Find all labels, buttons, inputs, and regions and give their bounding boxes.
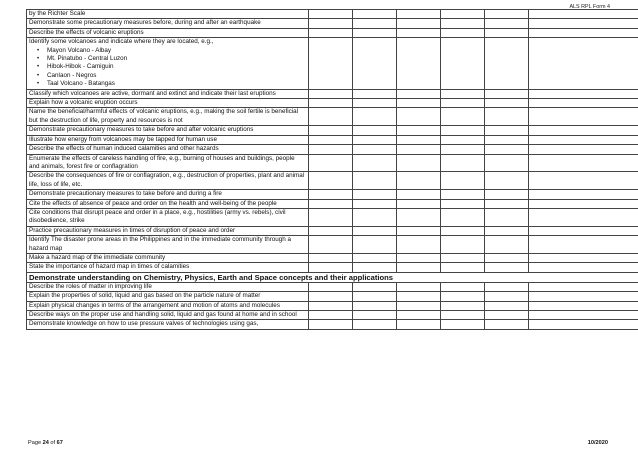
rating-cell-1 bbox=[309, 28, 353, 37]
rating-cell-5 bbox=[485, 236, 529, 254]
rating-cell-1 bbox=[309, 190, 353, 199]
volcano-list-item: • Mayon Volcano - Albay bbox=[47, 47, 306, 55]
rating-cell-5 bbox=[485, 135, 529, 144]
competency-text: Make a hazard map of the immediate community bbox=[29, 253, 166, 261]
rating-cell-6 bbox=[529, 311, 638, 320]
rating-cell-5 bbox=[485, 292, 529, 301]
competency-cell bbox=[27, 199, 309, 208]
table-row bbox=[27, 10, 638, 19]
rating-cell-4 bbox=[441, 145, 485, 154]
rating-cell-1 bbox=[309, 10, 353, 19]
rating-cell-2 bbox=[353, 19, 397, 28]
rating-cell-5 bbox=[485, 154, 529, 172]
rating-cell-3 bbox=[397, 38, 441, 89]
rating-cell-2 bbox=[353, 292, 397, 301]
rating-cell-2 bbox=[353, 226, 397, 235]
rating-cell-6 bbox=[529, 172, 638, 190]
rating-cell-4 bbox=[441, 292, 485, 301]
rating-cell-5 bbox=[485, 263, 529, 272]
table-row bbox=[27, 135, 638, 144]
competency-text: Cite the effects of absence of peace and order on the health and well-being of the people bbox=[29, 199, 277, 207]
rating-cell-1 bbox=[309, 172, 353, 190]
rating-cell-6 bbox=[529, 99, 638, 108]
rating-cell-3 bbox=[397, 145, 441, 154]
rating-cell-6 bbox=[529, 301, 638, 310]
competency-text: Describe the effects of volcanic eruptions bbox=[29, 28, 144, 36]
rating-cell-2 bbox=[353, 99, 397, 108]
page-current: 24 bbox=[42, 440, 49, 446]
rating-cell-5 bbox=[485, 28, 529, 37]
table-body-after bbox=[27, 282, 638, 329]
competency-text: Practice precautionary measures in times of disruption of peace and order bbox=[29, 226, 236, 234]
rating-cell-1 bbox=[309, 226, 353, 235]
rating-cell-5 bbox=[485, 311, 529, 320]
rating-cell-2 bbox=[353, 154, 397, 172]
rating-cell-4 bbox=[441, 263, 485, 272]
volcano-list-item: • Canlaon - Negros bbox=[47, 72, 306, 80]
rating-cell-5 bbox=[485, 19, 529, 28]
rating-cell-6 bbox=[529, 236, 638, 254]
competency-cell bbox=[27, 320, 309, 329]
competency-cell bbox=[27, 236, 309, 254]
rating-cell-4 bbox=[441, 226, 485, 235]
rating-cell-2 bbox=[353, 208, 397, 226]
rating-cell-1 bbox=[309, 145, 353, 154]
competency-text: Enumerate the effects of careless handling of fire, e.g., burning of houses and buildings, people and animals, forest fire or conflagration bbox=[29, 154, 295, 170]
rating-cell-4 bbox=[441, 135, 485, 144]
table-row bbox=[27, 208, 638, 226]
section-heading-body bbox=[27, 272, 638, 282]
competency-cell bbox=[27, 301, 309, 310]
competency-cell bbox=[27, 38, 309, 89]
section-heading-row bbox=[27, 272, 638, 282]
rating-cell-4 bbox=[441, 99, 485, 108]
competency-cell bbox=[27, 253, 309, 262]
volcano-list-item: • Hibok-Hibok - Camiguin bbox=[47, 63, 306, 71]
rating-cell-4 bbox=[441, 108, 485, 126]
rating-cell-5 bbox=[485, 301, 529, 310]
competency-text: Describe the effects of human induced calamities and other hazards bbox=[29, 145, 219, 153]
competency-text: Describe the roles of matter in improving life bbox=[29, 282, 152, 290]
rating-cell-5 bbox=[485, 108, 529, 126]
rating-cell-4 bbox=[441, 190, 485, 199]
rating-cell-3 bbox=[397, 282, 441, 291]
rating-cell-2 bbox=[353, 10, 397, 19]
rating-cell-3 bbox=[397, 236, 441, 254]
competency-cell bbox=[27, 172, 309, 190]
rating-cell-4 bbox=[441, 172, 485, 190]
rating-cell-5 bbox=[485, 89, 529, 98]
rating-cell-6 bbox=[529, 135, 638, 144]
rating-cell-4 bbox=[441, 89, 485, 98]
rating-cell-6 bbox=[529, 154, 638, 172]
rating-cell-2 bbox=[353, 38, 397, 89]
table-row bbox=[27, 236, 638, 254]
rating-cell-6 bbox=[529, 89, 638, 98]
rating-cell-1 bbox=[309, 154, 353, 172]
competency-text: Explain the properties of solid, liquid and gas based on the particle nature of matter bbox=[29, 292, 261, 300]
rating-cell-6 bbox=[529, 38, 638, 89]
competency-cell bbox=[27, 208, 309, 226]
competency-text: Name the beneficial/harmful effects of volcanic eruptions, e.g., making the soil fertile is beneficial but the destruction of life, property and resources is not bbox=[29, 108, 299, 124]
rating-cell-3 bbox=[397, 311, 441, 320]
rating-cell-2 bbox=[353, 28, 397, 37]
rating-cell-5 bbox=[485, 145, 529, 154]
table-row bbox=[27, 126, 638, 135]
competency-cell bbox=[27, 282, 309, 291]
rating-cell-3 bbox=[397, 320, 441, 329]
rating-cell-4 bbox=[441, 208, 485, 226]
rating-cell-3 bbox=[397, 99, 441, 108]
rating-cell-3 bbox=[397, 172, 441, 190]
rating-cell-5 bbox=[485, 208, 529, 226]
rating-cell-6 bbox=[529, 28, 638, 37]
rating-cell-6 bbox=[529, 126, 638, 135]
rating-cell-3 bbox=[397, 226, 441, 235]
rating-cell-3 bbox=[397, 135, 441, 144]
rating-cell-1 bbox=[309, 282, 353, 291]
rating-cell-6 bbox=[529, 282, 638, 291]
table-row bbox=[27, 292, 638, 301]
rating-cell-1 bbox=[309, 38, 353, 89]
table-row bbox=[27, 320, 638, 329]
rating-cell-4 bbox=[441, 253, 485, 262]
section-heading: Demonstrate understanding on Chemistry, Physics, Earth and Space concepts and their applications bbox=[27, 272, 638, 282]
rating-cell-4 bbox=[441, 38, 485, 89]
rating-cell-1 bbox=[309, 108, 353, 126]
rating-cell-6 bbox=[529, 145, 638, 154]
rating-cell-3 bbox=[397, 208, 441, 226]
rating-cell-2 bbox=[353, 301, 397, 310]
rating-cell-2 bbox=[353, 145, 397, 154]
rating-cell-1 bbox=[309, 301, 353, 310]
competency-cell bbox=[27, 99, 309, 108]
rating-cell-2 bbox=[353, 253, 397, 262]
rating-cell-4 bbox=[441, 126, 485, 135]
competency-cell bbox=[27, 311, 309, 320]
rating-cell-2 bbox=[353, 320, 397, 329]
rating-cell-5 bbox=[485, 253, 529, 262]
rating-cell-5 bbox=[485, 38, 529, 89]
rating-cell-3 bbox=[397, 126, 441, 135]
table-row bbox=[27, 311, 638, 320]
page-of: of bbox=[48, 440, 57, 446]
rating-cell-1 bbox=[309, 236, 353, 254]
table-row bbox=[27, 99, 638, 108]
table-body-before bbox=[27, 10, 638, 273]
competency-cell bbox=[27, 135, 309, 144]
competency-cell bbox=[27, 89, 309, 98]
rating-cell-4 bbox=[441, 311, 485, 320]
rating-cell-3 bbox=[397, 19, 441, 28]
rating-cell-1 bbox=[309, 320, 353, 329]
rating-cell-4 bbox=[441, 301, 485, 310]
competency-table bbox=[26, 9, 638, 330]
rating-cell-1 bbox=[309, 208, 353, 226]
competency-text: Identify some volcanoes and indicate where they are located, e.g., bbox=[29, 38, 214, 46]
competency-text: Describe the consequences of fire or conflagration, e.g., destruction of properties, plant and animal life, loss of life, etc. bbox=[29, 172, 305, 188]
competency-text: Demonstrate precautionary measures to take before and during a fire bbox=[29, 190, 222, 198]
competency-cell bbox=[27, 108, 309, 126]
volcano-list bbox=[29, 47, 306, 89]
rating-cell-5 bbox=[485, 226, 529, 235]
rating-cell-1 bbox=[309, 99, 353, 108]
rating-cell-2 bbox=[353, 236, 397, 254]
rating-cell-4 bbox=[441, 28, 485, 37]
rating-cell-3 bbox=[397, 190, 441, 199]
rating-cell-1 bbox=[309, 126, 353, 135]
rating-cell-1 bbox=[309, 311, 353, 320]
rating-cell-4 bbox=[441, 10, 485, 19]
rating-cell-4 bbox=[441, 19, 485, 28]
rating-cell-6 bbox=[529, 292, 638, 301]
competency-cell bbox=[27, 226, 309, 235]
rating-cell-6 bbox=[529, 19, 638, 28]
page-prefix: Page bbox=[28, 440, 43, 446]
table-row bbox=[27, 154, 638, 172]
rating-cell-2 bbox=[353, 108, 397, 126]
rating-cell-2 bbox=[353, 172, 397, 190]
rating-cell-2 bbox=[353, 89, 397, 98]
rating-cell-3 bbox=[397, 154, 441, 172]
rating-cell-3 bbox=[397, 292, 441, 301]
rating-cell-2 bbox=[353, 199, 397, 208]
volcano-list-item: • Mt. Pinatubo - Central Luzon bbox=[47, 55, 306, 63]
competency-text: State the importance of hazard map in times of calamities bbox=[29, 263, 190, 271]
competency-text: Demonstrate knowledge on how to use pressure valves of technologies using gas, bbox=[29, 320, 259, 328]
competency-cell bbox=[27, 145, 309, 154]
page-number bbox=[28, 440, 63, 446]
rating-cell-3 bbox=[397, 108, 441, 126]
rating-cell-3 bbox=[397, 89, 441, 98]
competency-text: Explain how a volcanic eruption occurs bbox=[29, 99, 138, 107]
competency-text: Identify The disaster prone areas in the Philippines and in the immediate community through a hazard map bbox=[29, 236, 292, 252]
rating-cell-6 bbox=[529, 10, 638, 19]
competency-text: Cite conditions that disrupt peace and order in a place, e.g., hostilities (army vs. rebels), civil disobedience, strike bbox=[29, 208, 286, 225]
rating-cell-5 bbox=[485, 99, 529, 108]
rating-cell-2 bbox=[353, 190, 397, 199]
rating-cell-5 bbox=[485, 172, 529, 190]
rating-cell-6 bbox=[529, 190, 638, 199]
table-row bbox=[27, 282, 638, 291]
competency-text: Describe ways on the proper use and handling solid, liquid and gas found at home and in school bbox=[29, 311, 297, 318]
rating-cell-6 bbox=[529, 253, 638, 262]
rating-cell-5 bbox=[485, 199, 529, 208]
rating-cell-2 bbox=[353, 126, 397, 135]
competency-text: Demonstrate some precautionary measures before, during and after an earthquake bbox=[29, 19, 261, 27]
competency-text: Illustrate how energy from volcanoes may be tapped for human use bbox=[29, 135, 217, 143]
table-row bbox=[27, 190, 638, 199]
table-row bbox=[27, 199, 638, 208]
rating-cell-1 bbox=[309, 89, 353, 98]
table-row bbox=[27, 145, 638, 154]
competency-cell bbox=[27, 126, 309, 135]
competency-cell bbox=[27, 263, 309, 272]
rating-cell-5 bbox=[485, 190, 529, 199]
rating-cell-4 bbox=[441, 199, 485, 208]
competency-cell bbox=[27, 190, 309, 199]
competency-cell bbox=[27, 28, 309, 37]
revision-date: 10/2020 bbox=[587, 440, 608, 446]
rating-cell-3 bbox=[397, 263, 441, 272]
rating-cell-6 bbox=[529, 199, 638, 208]
rating-cell-4 bbox=[441, 320, 485, 329]
volcano-list-item: • Taal Volcano - Batangas bbox=[47, 80, 306, 88]
rating-cell-2 bbox=[353, 135, 397, 144]
rating-cell-4 bbox=[441, 154, 485, 172]
table-row bbox=[27, 253, 638, 262]
competency-cell bbox=[27, 292, 309, 301]
table-row bbox=[27, 19, 638, 28]
rating-cell-3 bbox=[397, 10, 441, 19]
table-row bbox=[27, 108, 638, 126]
rating-cell-1 bbox=[309, 253, 353, 262]
rating-cell-3 bbox=[397, 301, 441, 310]
rating-cell-6 bbox=[529, 208, 638, 226]
table-row bbox=[27, 38, 638, 89]
competency-cell bbox=[27, 154, 309, 172]
rating-cell-1 bbox=[309, 263, 353, 272]
competency-text: Classify which volcanoes are active, dormant and extinct and indicate their last eruptions bbox=[29, 89, 276, 97]
table-row bbox=[27, 263, 638, 272]
rating-cell-5 bbox=[485, 126, 529, 135]
rating-cell-3 bbox=[397, 199, 441, 208]
table-row bbox=[27, 28, 638, 37]
rating-cell-2 bbox=[353, 311, 397, 320]
rating-cell-1 bbox=[309, 292, 353, 301]
rating-cell-6 bbox=[529, 226, 638, 235]
rating-cell-6 bbox=[529, 320, 638, 329]
rating-cell-1 bbox=[309, 199, 353, 208]
rating-cell-1 bbox=[309, 19, 353, 28]
form-label: ALS RPL Form 4 bbox=[569, 4, 610, 10]
rating-cell-5 bbox=[485, 320, 529, 329]
table-row bbox=[27, 89, 638, 98]
rating-cell-1 bbox=[309, 135, 353, 144]
competency-text: Explain physical changes in terms of the arrangement and motion of atoms and molecules bbox=[29, 301, 280, 309]
competency-cell bbox=[27, 19, 309, 28]
table-row bbox=[27, 301, 638, 310]
competency-cell bbox=[27, 10, 309, 19]
rating-cell-5 bbox=[485, 282, 529, 291]
page-footer bbox=[28, 440, 608, 446]
rating-cell-4 bbox=[441, 282, 485, 291]
table-row bbox=[27, 226, 638, 235]
rating-cell-5 bbox=[485, 10, 529, 19]
rating-cell-2 bbox=[353, 263, 397, 272]
competency-text: by the Richter Scale bbox=[29, 10, 86, 17]
rating-cell-3 bbox=[397, 253, 441, 262]
rating-cell-4 bbox=[441, 236, 485, 254]
rating-cell-3 bbox=[397, 28, 441, 37]
page-total: 67 bbox=[56, 440, 63, 446]
rating-cell-6 bbox=[529, 108, 638, 126]
rating-cell-6 bbox=[529, 263, 638, 272]
table-row bbox=[27, 172, 638, 190]
rating-cell-2 bbox=[353, 282, 397, 291]
competency-text: Demonstrate precautionary measures to take before and after volcanic eruptions bbox=[29, 126, 254, 134]
